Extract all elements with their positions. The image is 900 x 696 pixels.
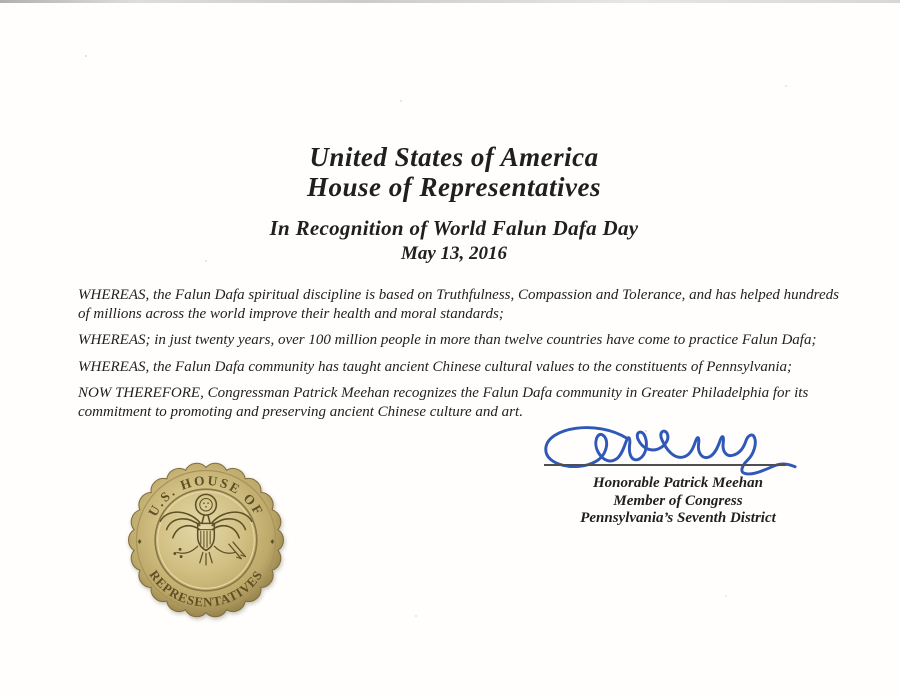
signature-handwriting bbox=[536, 421, 802, 479]
signer-name: Honorable Patrick Meehan bbox=[592, 475, 763, 491]
house-seal bbox=[123, 457, 289, 623]
seal-separator-left-icon: ♦ bbox=[137, 537, 142, 547]
whereas-paragraph-2: WHEREAS; in just twenty years, over 100 million people in more than twelve countries have come to practice Falun Dafa; bbox=[78, 332, 817, 348]
scan-speckles bbox=[85, 55, 87, 57]
scan-edge-artifact bbox=[0, 0, 900, 3]
certificate-date: May 13, 2016 bbox=[400, 243, 508, 264]
whereas-paragraph-1: WHEREAS, the Falun Dafa spiritual discipline is based on Truthfulness, Compassion and Tolerance, and has helped hundreds of millions across the world improve their health and moral standards; bbox=[78, 287, 839, 322]
seal-top-text: U.S. HOUSE OF bbox=[145, 472, 267, 519]
signer-role: Member of Congress bbox=[613, 492, 743, 509]
seal-bottom-text: REPRESENTATIVES bbox=[146, 567, 266, 610]
signer-district: Pennsylvania’s Seventh District bbox=[580, 510, 776, 526]
signature-line bbox=[544, 464, 786, 466]
seal-separator-right-icon: ♦ bbox=[270, 537, 275, 547]
signature-stroke bbox=[546, 428, 795, 474]
now-therefore-paragraph: NOW THEREFORE, Congressman Patrick Meehan recognizes the Falun Dafa community in Greater Philadelphia for its commitment to promoting and preserving ancient Chinese culture and art. bbox=[78, 385, 809, 420]
whereas-paragraph-3: WHEREAS, the Falun Dafa community has taught ancient Chinese cultural values to the constituents of Pennsylvania; bbox=[78, 358, 793, 375]
recognition-line: In Recognition of World Falun Dafa Day bbox=[269, 216, 639, 240]
signer-identity bbox=[536, 475, 820, 528]
title-country: United States of America bbox=[309, 142, 599, 172]
whereas-clauses bbox=[78, 286, 850, 429]
title-chamber: House of Representatives bbox=[307, 172, 601, 202]
title-block bbox=[4, 142, 900, 265]
